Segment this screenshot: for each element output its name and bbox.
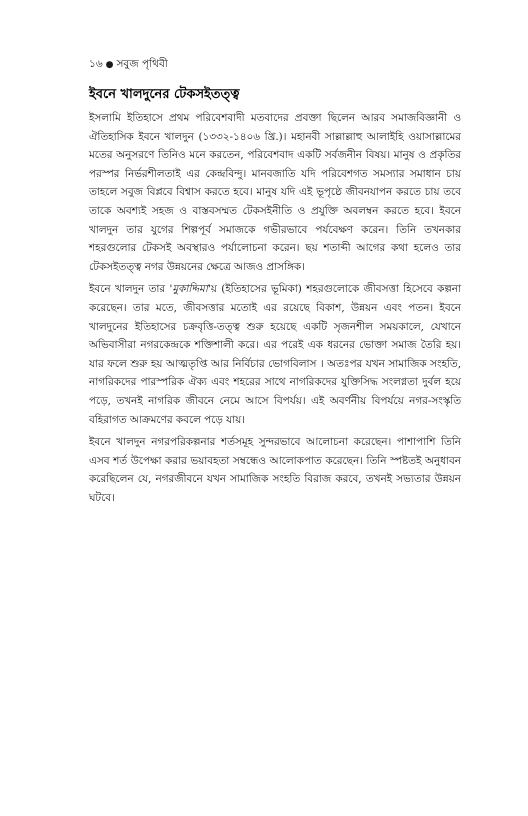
paragraph-2-body: 'য় (ইতিহাসের ভূমিকা) শহরগুলোকে জীবসত্তা হিসেবে কল্পনা করেছেন। তার মতে, জীবসত্তার মতোই এর রয়েছে বিকাশ, উন্নয়ন এবং পতন। ইবনে খালদুনের ইতিহাসের চক্রবৃত্তি-তত্ত্ব শুরু হয়েছে একটি সৃজনশীল সময়কালে, যেখানে অভিবাসীরা নগরকেন্দ্রকে শক্তিশালী করে। এর পরেই এক ধরনের ভোক্তা সমাজ তৈরি হয়। যার ফলে শুরু হয় আত্মতৃপ্তি আর নির্বিচার ভোগবিলাস । অতঃপর যখন সামাজিক সংহতি, নাগরিকদের পারস্পরিক ঐক্য এবং শহরের সাথে নাগরিকদের যুক্তিসিদ্ধ সংলগ্নতা দুর্বল হয়ে পড়ে, তখনই নাগরিক জীবনে নেমে আসে বিপর্যয়। এই অবর্ণনীয় বিপর্যয়ে নগর-সংস্কৃতি বহিরাগত আক্রমণের কবলে পড়ে যায়। — [89, 283, 461, 426]
section-title: ইবনে খালদুনের টেকসইতত্ত্ব — [89, 87, 240, 102]
page-number: ১৬ — [89, 58, 103, 70]
paragraph-3: ইবনে খালদুন নগরপরিকল্পনার শর্তসমূহ সুন্দরভাবে আলোচনা করেছেন। পাশাপাশি তিনি এসব শর্ত উপেক্ষা করার ভয়াবহতা সম্বন্ধেও আলোকপাত করেছেন। তিনি স্পষ্টতই অনুধাবন করেছিলেন যে, নগরজীবনে যখন সামাজিক সংহতি বিরাজ করবে, তখনই সভ্যতার উন্নয়ন ঘটবে। — [89, 436, 461, 504]
book-name-emphasis: মুকাদ্দিমা — [172, 283, 208, 296]
book-title: সবুজ পৃথিবী — [116, 58, 168, 70]
bullet-separator: ● — [105, 60, 114, 70]
paragraph-2-lead: ইবনে খালদুন তার ' — [89, 283, 173, 296]
book-page — [89, 56, 461, 511]
paragraph-2 — [89, 280, 461, 429]
running-header — [89, 56, 461, 73]
paragraph-1: ইসলামি ইতিহাসে প্রথম পরিবেশবাদী মতবাদের প্রবক্তা ছিলেন আরব সমাজবিজ্ঞানী ও ঐতিহাসিক ইবনে খালদুন (১৩৩২-১৪০৬ খ্রি.)। মহানবী সাল্লাল্লাহু আলাইহি ওয়াসাল্লামের মতের অনুসরণে তিনিও মনে করতেন, পরিবেশবাদ একটি সর্বজনীন বিষয়। মানুষ ও প্রকৃতির পরস্পর নির্ভরশীলতাই এর কেন্দ্রবিন্দু। মানবজাতি যদি পরিবেশগত সমস্যার সমাধান চায় তাহলে সবুজ বিপ্লবে বিশ্বাস করতে হবে। মানুষ যদি এই ভূপৃষ্ঠে জীবনযাপন করতে চায় তবে তাকে অবশ্যই সহজ ও বাস্তবসম্মত টেকসইনীতি ও প্রযুক্তি অবলম্বন করতে হবে। ইবনে খালদুন তার যুগের শিল্পপূর্ব সমাজকে গভীরভাবে পর্যবেক্ষণ করেন। তিনি তখনকার শহরগুলোর টেকসই অবস্থারও পর্যালোচনা করেন। ছয় শতাব্দী আগের কথা হলেও তার টেকসইতত্ত্ব নগর উন্নয়নের ক্ষেত্রে আজও প্রাসঙ্গিক। — [89, 112, 461, 273]
